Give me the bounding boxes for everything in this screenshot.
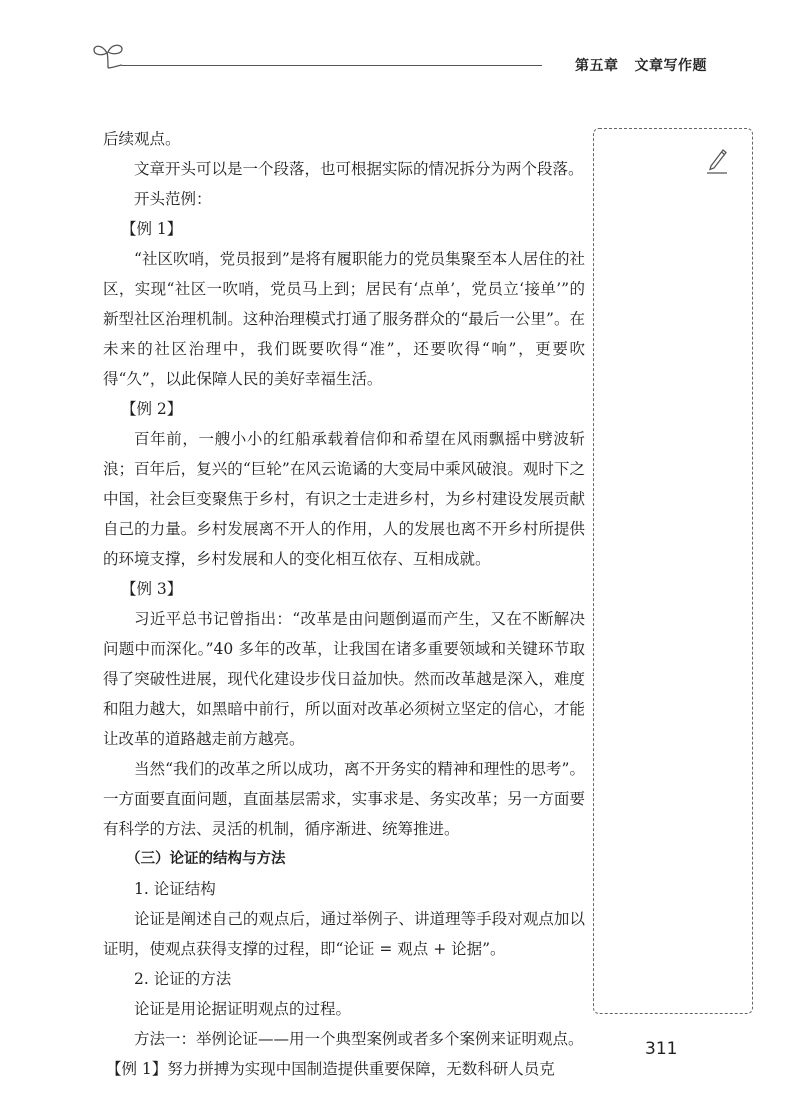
- paragraph: 方法一：举例论证——用一个典型案例或者多个案例来证明观点。: [134, 1030, 584, 1048]
- subsection-heading: 1. 论证结构: [134, 880, 216, 898]
- example-paragraph: 百年前，一艘小小的红船承载着信仰和希望在风雨飘摇中劈波斩浪；百年后，复兴的“巨轮”在风云诡谲的大变局中乘风破浪。观时下之中国，社会巨变聚焦于乡村，有识之士走进乡村，为乡村建设发展贡献自己的力量。乡村发展离不开人的作用，人的发展也离不开乡村所提供的环境支撑，乡村发展和人的变化相互依存、互相成就。: [103, 430, 585, 568]
- example-paragraph: 【例 1】努力拼搏为实现中国制造提供重要保障，无数科研人员克: [106, 1060, 555, 1078]
- example-paragraph: “社区吹哨，党员报到”是将有履职能力的党员集聚至本人居住的社区，实现“社区一吹哨，党员马上到；居民有‘点单’，党员立‘接单’”的新型社区治理机制。这种治理模式打通了服务群众的“最后一公里”。在未来的社区治理中，我们既要吹得“准”，还要吹得“响”，更要吹得“久”，以此保障人民的美好幸福生活。: [103, 250, 585, 388]
- chapter-number: 第五章: [575, 58, 619, 74]
- example-paragraph: 习近平总书记曾指出：“改革是由问题倒逼而产生，又在不断解决问题中而深化。”40 多年的改革，让我国在诸多重要领域和关键环节取得了突破性进展，现代化建设步伐日益加快。然而改革越是深入，难度和阻力越大，如黑暗中前行，所以面对改革必须树立坚定的信心，才能让改革的道路越走前方越亮。: [103, 610, 585, 748]
- header-rule: [122, 65, 542, 66]
- example-paragraph: 当然“我们的改革之所以成功，离不开务实的精神和理性的思考”。一方面要直面问题，直面基层需求，实事求是、务实改革；另一方面要有科学的方法、灵活的机制，循序渐进、统筹推进。: [103, 760, 585, 838]
- example-label: 【例 1】: [121, 220, 183, 238]
- example-label: 【例 2】: [121, 400, 183, 418]
- paragraph: 开头范例：: [134, 190, 212, 208]
- example-label: 【例 3】: [121, 580, 183, 598]
- page-number: 311: [645, 1039, 678, 1059]
- paragraph: 论证是阐述自己的观点后，通过举例子、讲道理等手段对观点加以证明，使观点获得支撑的过程，即“论证 = 观点 + 论据”。: [103, 910, 585, 958]
- pencil-icon: [704, 146, 730, 176]
- page-header: [92, 40, 707, 80]
- notes-margin-box: [593, 128, 753, 1014]
- section-heading: （三）论证的结构与方法: [126, 851, 286, 867]
- sprout-icon: [92, 40, 126, 70]
- body-text: [103, 124, 585, 1084]
- chapter-heading: [575, 55, 707, 75]
- subsection-heading: 2. 论证的方法: [134, 970, 232, 988]
- paragraph: 后续观点。: [103, 130, 181, 148]
- paragraph: 文章开头可以是一个段落，也可根据实际的情况拆分为两个段落。: [134, 160, 584, 178]
- chapter-title: 文章写作题: [634, 58, 707, 74]
- paragraph: 论证是用论据证明观点的过程。: [134, 1000, 352, 1018]
